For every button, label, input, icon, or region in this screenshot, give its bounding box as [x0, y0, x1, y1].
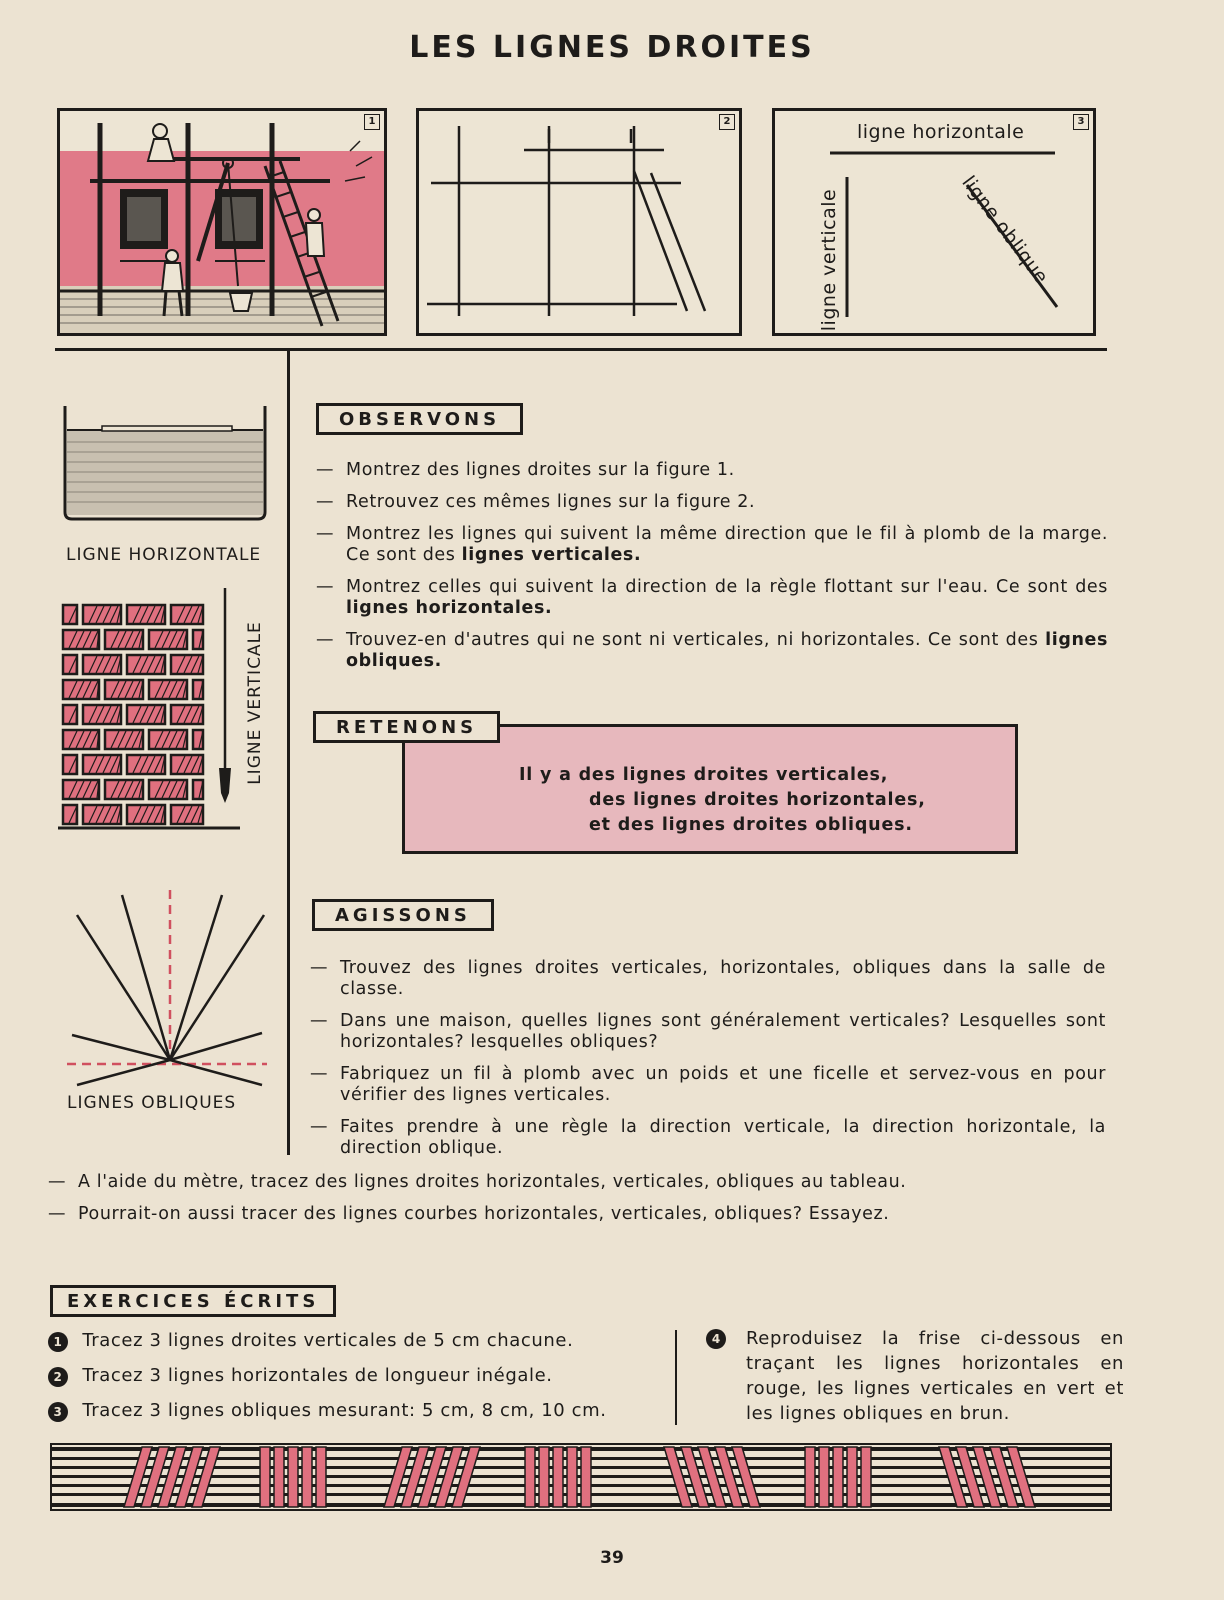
exercise-text: Tracez 3 lignes droites verticales de 5 cm chacune.	[82, 1330, 574, 1351]
exercices-column-divider	[675, 1330, 677, 1425]
page-title: LES LIGNES DROITES	[409, 30, 815, 65]
retenons-heading: RETENONS	[313, 711, 500, 743]
observons-item-keyword: lignes verticales.	[461, 545, 642, 565]
decorative-frieze	[50, 1443, 1112, 1511]
figure-3-number: 3	[1073, 114, 1089, 130]
water-tank-illustration	[62, 400, 268, 525]
observons-item: — Montrez celles qui suivent la direction de la règle flottant sur l'eau. Ce sont des lignes horizontales.	[316, 577, 1108, 618]
page-number: 39	[600, 1548, 624, 1568]
fig3-horizontal-label: ligne horizontale	[857, 121, 1025, 143]
observons-item: — Trouvez-en d'autres qui ne sont ni verticales, ni horizontales. Ce sont des lignes obliques.	[316, 630, 1108, 671]
exercise-number-badge: 1	[48, 1332, 68, 1352]
figure-2-lines	[416, 108, 742, 336]
section-divider-horizontal	[55, 348, 1107, 351]
exercices-heading: EXERCICES ÉCRITS	[50, 1285, 336, 1317]
retenons-line-3: et des lignes droites obliques.	[589, 815, 913, 835]
retenons-line-1: Il y a des lignes droites verticales,	[519, 765, 889, 785]
retenons-box	[402, 724, 1018, 854]
observons-item: — Montrez des lignes droites sur la figure 1.	[316, 460, 735, 480]
exercise-item	[48, 1400, 658, 1422]
oblique-lines-caption: LIGNES OBLIQUES	[67, 1093, 237, 1113]
exercise-item	[48, 1365, 658, 1387]
plumb-line-illustration	[210, 588, 240, 808]
figure-1-number: 1	[364, 114, 380, 130]
observons-list	[316, 460, 1108, 683]
observons-item: — Montrez les lignes qui suivent la même direction que le fil à plomb de la marge. Ce sont des lignes verticales.	[316, 524, 1108, 565]
observons-item-text: Retrouvez ces mêmes lignes sur la figure 2.	[346, 492, 756, 512]
exercise-text: Tracez 3 lignes obliques mesurant: 5 cm, 8 cm, 10 cm.	[82, 1400, 607, 1421]
observons-item: — Retrouvez ces mêmes lignes sur la figure 2.	[316, 492, 756, 512]
agissons-list	[310, 958, 1106, 1170]
exercise-text: Tracez 3 lignes horizontales de longueur inégale.	[82, 1365, 553, 1386]
exercices-list	[48, 1330, 658, 1422]
exercise-number-badge: 4	[706, 1329, 726, 1349]
exercise-number-badge: 2	[48, 1367, 68, 1387]
exercise-item-4	[706, 1326, 1124, 1426]
agissons-item: — Trouvez des lignes droites verticales, horizontales, obliques dans la salle de classe.	[310, 958, 1106, 999]
figure-1-construction	[57, 108, 387, 336]
exercise-item	[48, 1330, 658, 1352]
observons-item-text: Trouvez-en d'autres qui ne sont ni verticales, ni horizontales. Ce sont des	[346, 630, 1046, 650]
exercise-number-badge: 3	[48, 1402, 68, 1422]
lines-diagram	[419, 111, 739, 333]
figure-3-labeled-lines	[772, 108, 1096, 336]
fig3-oblique-label: ligne oblique	[957, 171, 1053, 289]
margin-divider-vertical	[287, 350, 290, 1155]
construction-scene-illustration	[60, 111, 384, 333]
agissons-wide-item: — Pourrait-on aussi tracer des lignes courbes horizontales, verticales, obliques? Essayez.	[48, 1204, 890, 1224]
figure-2-number: 2	[719, 114, 735, 130]
oblique-lines-fan-illustration	[62, 885, 272, 1090]
observons-item-text: Montrez celles qui suivent la direction de la règle flottant sur l'eau. Ce sont des	[346, 577, 1108, 597]
exercise-4-text: Reproduisez la frise ci-dessous en traçant les lignes horizontales en rouge, les lignes verticales en vert et les lignes obliques en brun.	[746, 1328, 1124, 1424]
agissons-item: — Faites prendre à une règle la direction verticale, la direction horizontale, la direction oblique.	[310, 1117, 1106, 1158]
vertical-line-caption: LIGNE VERTICALE	[245, 621, 265, 785]
horizontal-line-caption: LIGNE HORIZONTALE	[66, 545, 262, 565]
fig3-vertical-label: ligne verticale	[818, 188, 840, 332]
observons-item-keyword: lignes obliques.	[346, 630, 1108, 671]
agissons-heading: AGISSONS	[312, 899, 494, 931]
observons-heading: OBSERVONS	[316, 403, 523, 435]
agissons-item: — Dans une maison, quelles lignes sont généralement verticales? Lesquelles sont horizontales? lesquelles obliques?	[310, 1011, 1106, 1052]
agissons-item: — Fabriquez un fil à plomb avec un poids et une ficelle et servez-vous en pour vérifier des lignes verticales.	[310, 1064, 1106, 1105]
observons-item-text: Montrez les lignes qui suivent la même direction que le fil à plomb de la marge. Ce sont des	[346, 524, 1108, 565]
observons-item-text: Montrez des lignes droites sur la figure 1.	[346, 460, 735, 480]
observons-item-keyword: lignes horizontales.	[346, 598, 553, 618]
retenons-line-2: des lignes droites horizontales,	[589, 790, 926, 810]
agissons-wide-item: — A l'aide du mètre, tracez des lignes droites horizontales, verticales, obliques au tableau.	[48, 1172, 907, 1192]
agissons-wide-list	[48, 1172, 1108, 1225]
